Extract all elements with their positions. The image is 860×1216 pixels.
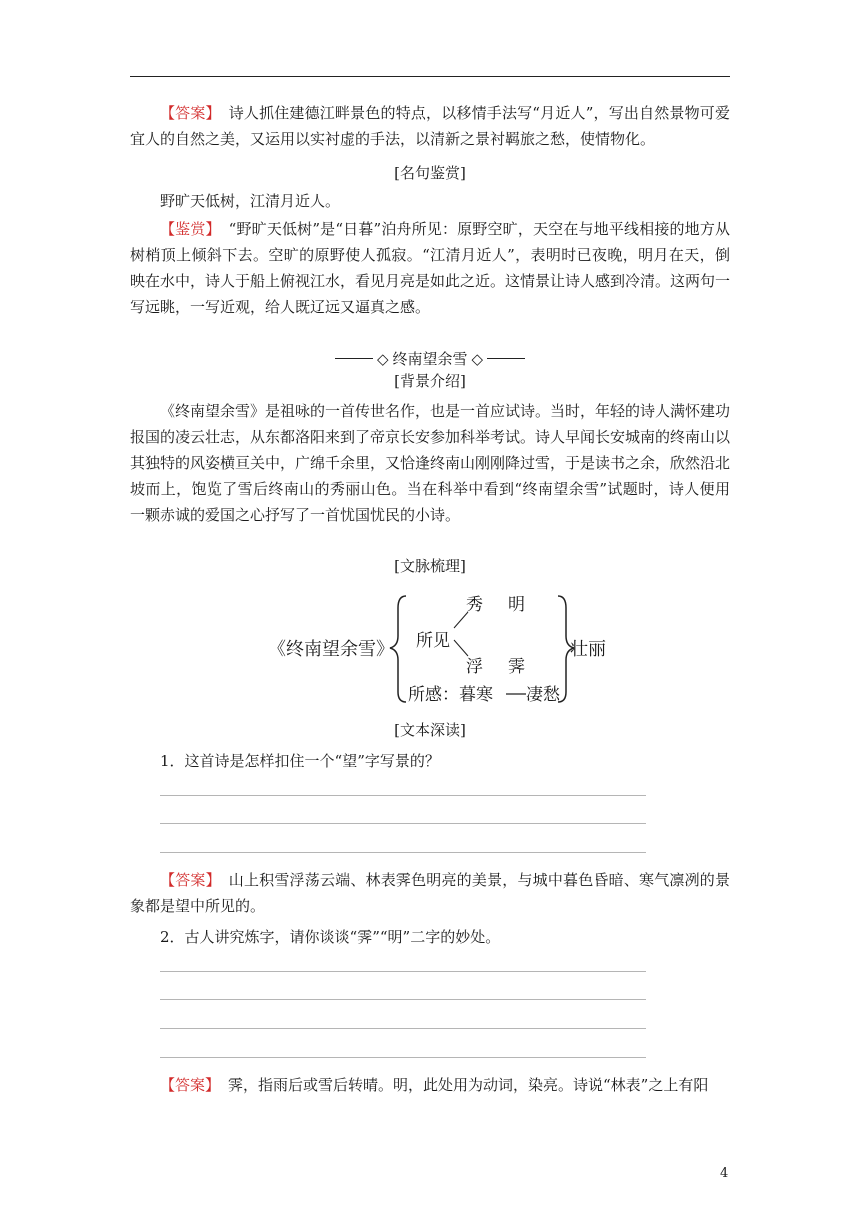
diagram-zhuangli: 壮丽	[570, 639, 606, 660]
answer-line[interactable]	[160, 823, 646, 824]
diagram-poem-title: 《终南望余雪》	[268, 639, 394, 660]
answer-paragraph-q1	[130, 867, 730, 919]
answer-line[interactable]	[160, 795, 646, 796]
diagram-qichou: 凄愁	[526, 685, 560, 705]
structure-diagram	[268, 588, 608, 708]
answer-line[interactable]	[160, 1028, 646, 1029]
answer-text: 诗人抓住建德江畔景色的特点，以移情手法写“月近人”，写出自然景物可爱宜人的自然之美，又运用以实衬虚的手法，以清新之景衬羁旅之愁，使情物化。	[130, 104, 730, 148]
answer-text: 山上积雪浮荡云端、林表霁色明亮的美景，与城中暮色昏暗、寒气凛冽的景象都是望中所见的。	[130, 871, 730, 915]
answer-paragraph-1	[130, 100, 730, 152]
divider-line-right	[487, 358, 525, 359]
answer-line[interactable]	[160, 971, 646, 972]
section-heading-mingju: [名句鉴赏]	[394, 164, 466, 182]
diagram-ji: 霁	[508, 657, 525, 677]
left-brace	[390, 596, 406, 702]
diagram-ming: 明	[508, 595, 525, 615]
answer-tag: 【答案】	[160, 1076, 221, 1094]
question-1: 1．这首诗是怎样扣住一个“望”字写景的？	[160, 752, 440, 770]
page-number: 4	[720, 1166, 729, 1181]
appreciation-paragraph	[130, 216, 730, 320]
answer-tag: 【答案】	[160, 871, 221, 889]
answer-line[interactable]	[160, 999, 646, 1000]
background-paragraph: 《终南望余雪》是祖咏的一首传世名作，也是一首应试诗。当时，年轻的诗人满怀建功报国的凌云壮志，从东都洛阳来到了帝京长安参加科举考试。诗人早闻长安城南的终南山以其独特的风姿横亘关中，广绵千余里，又恰逢终南山刚刚降过雪，于是读书之余，欣然沿北坡而上，饱览了雪后终南山的秀丽山色。当在科举中看到“终南望余雪”试题时，诗人便用一颗赤诚的爱国之心抒写了一首忧国忧民的小诗。	[130, 402, 731, 524]
question-2: 2．古人讲究炼字，请你谈谈“霁”“明”二字的妙处。	[160, 928, 501, 946]
answer-line[interactable]	[160, 852, 646, 853]
divider-title: 终南望余雪	[392, 349, 468, 368]
diagram-xiu: 秀	[466, 595, 483, 615]
appreciation-text: “野旷天低树”是“日暮”泊舟所见：原野空旷，天空在与地平线相接的地方从树梢顶上倾斜下去。空旷的原野使人孤寂。“江清月近人”，表明时已夜晚，明月在天，倒映在水中，诗人于船上俯视江水，看见月亮是如此之近。这情景让诗人感到冷清。这两句一写远眺，一写近观，给人既辽远又逼真之感。	[130, 220, 731, 316]
divider-line-left	[335, 358, 373, 359]
section-heading-wenmai: [文脉梳理]	[394, 557, 466, 575]
header-rule	[130, 76, 730, 77]
diagram-suojian: 所见	[416, 631, 450, 651]
answer-line[interactable]	[160, 1057, 646, 1058]
section-divider	[130, 342, 730, 371]
section-heading-beijing: [背景介绍]	[394, 372, 466, 390]
answer-text: 霁，指雨后或雪后转晴。明，此处用为动词，染亮。诗说“林表”之上有阳	[228, 1076, 709, 1094]
diamond-icon: ◇	[471, 349, 484, 368]
answer-tag: 【答案】	[160, 104, 221, 122]
appreciation-tag: 【鉴赏】	[160, 220, 221, 238]
famous-line: 野旷天低树，江清月近人。	[160, 192, 341, 210]
section-heading-wenben: [文本深读]	[394, 721, 466, 739]
diamond-icon: ◇	[376, 349, 389, 368]
diagram-suogan: 所感：暮寒	[408, 685, 493, 705]
answer-paragraph-q2	[130, 1072, 730, 1098]
branch-line-down	[454, 640, 468, 656]
diagram-fu: 浮	[466, 657, 483, 677]
